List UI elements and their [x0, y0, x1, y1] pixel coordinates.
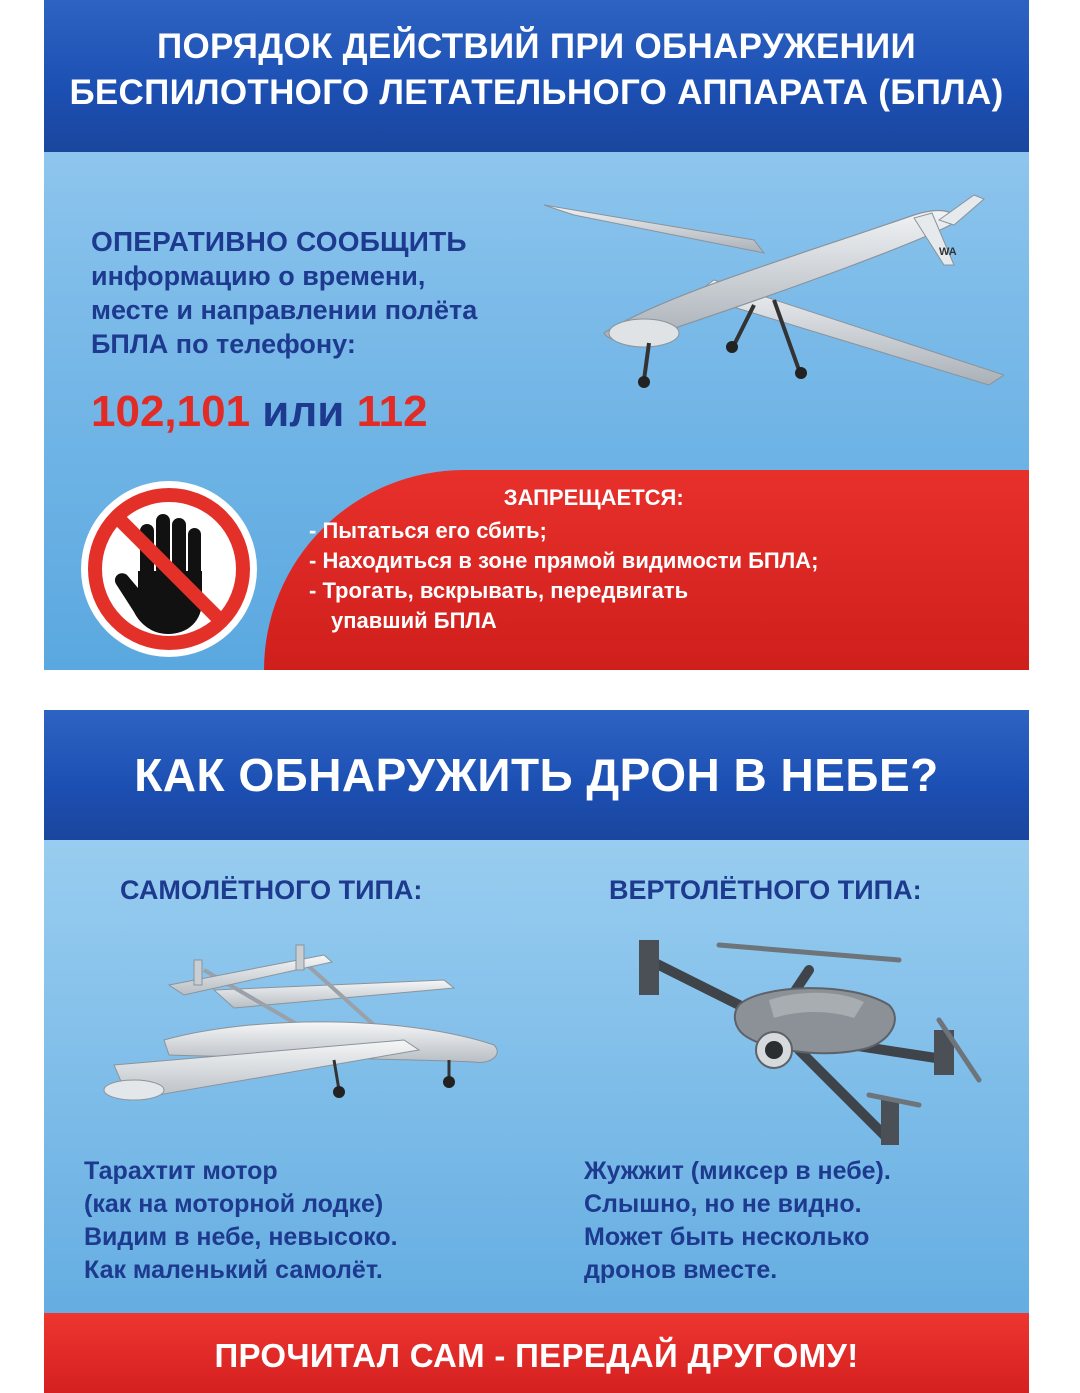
detect-drone-card: [44, 710, 1029, 1393]
phone-numbers-primary: 102,101: [91, 387, 251, 436]
military-drone-image: [484, 185, 1004, 395]
share-footer-banner: [44, 1313, 1029, 1393]
share-footer-text: ПРОЧИТАЛ САМ - ПЕРЕДАЙ ДРУГОМУ!: [214, 1337, 859, 1374]
helicopter-desc-line: Жужжит (миксер в небе).: [584, 1157, 891, 1185]
procedure-title-banner: [44, 0, 1029, 152]
airplane-type-title: САМОЛЁТНОГО ТИПА:: [120, 875, 423, 905]
drone-tail-marking: WA: [939, 246, 957, 258]
fixed-wing-drone-image: [74, 940, 514, 1120]
airplane-desc-line: Видим в небе, невысоко.: [84, 1223, 398, 1251]
helicopter-type-description: [584, 1155, 891, 1287]
helicopter-type-title: ВЕРТОЛЁТНОГО ТИПА:: [609, 875, 922, 905]
prohibited-item: - Находиться в зоне прямой видимости БПЛА;: [309, 548, 819, 573]
prohibited-item: - Пытаться его сбить;: [309, 518, 547, 543]
helicopter-desc-line: Может быть несколько: [584, 1223, 870, 1251]
prohibited-actions-list: [309, 483, 818, 636]
prohibited-item: - Трогать, вскрывать, передвигать: [309, 578, 689, 603]
report-line-2: информацию о времени,: [91, 261, 426, 291]
action-procedure-card: [44, 0, 1029, 670]
report-heading: ОПЕРАТИВНО СООБЩИТЬ: [91, 226, 467, 257]
helicopter-desc-line: дронов вместе.: [584, 1256, 778, 1284]
phone-or: или: [262, 387, 345, 436]
detect-title-banner: [44, 710, 1029, 840]
airplane-type-description: [84, 1155, 398, 1287]
helicopter-desc-line: Слышно, но не видно.: [584, 1190, 862, 1218]
airplane-desc-line: Как маленький самолёт.: [84, 1256, 383, 1284]
airplane-desc-line: (как на моторной лодке): [84, 1190, 384, 1218]
prohibited-title: ЗАПРЕЩАЕТСЯ:: [503, 485, 684, 510]
airplane-desc-line: Тарахтит мотор: [84, 1157, 278, 1185]
procedure-title-line2: БЕСПИЛОТНОГО ЛЕТАТЕЛЬНОГО АППАРАТА (БПЛА): [69, 73, 1004, 112]
phone-number-112: 112: [356, 387, 428, 436]
report-instructions: [91, 225, 477, 361]
detect-title: КАК ОБНАРУЖИТЬ ДРОН В НЕБЕ?: [134, 749, 939, 801]
quadcopter-drone-image: [599, 910, 989, 1155]
emergency-phone-numbers: [91, 387, 428, 437]
prohibited-item: упавший БПЛА: [331, 608, 497, 633]
report-line-4: БПЛА по телефону:: [91, 329, 356, 359]
report-line-3: месте и направлении полёта: [91, 295, 478, 325]
prohibited-actions-section: [44, 470, 1029, 670]
prohibited-hand-icon: [76, 476, 262, 662]
procedure-title-line1: ПОРЯДОК ДЕЙСТВИЙ ПРИ ОБНАРУЖЕНИИ: [157, 27, 916, 66]
